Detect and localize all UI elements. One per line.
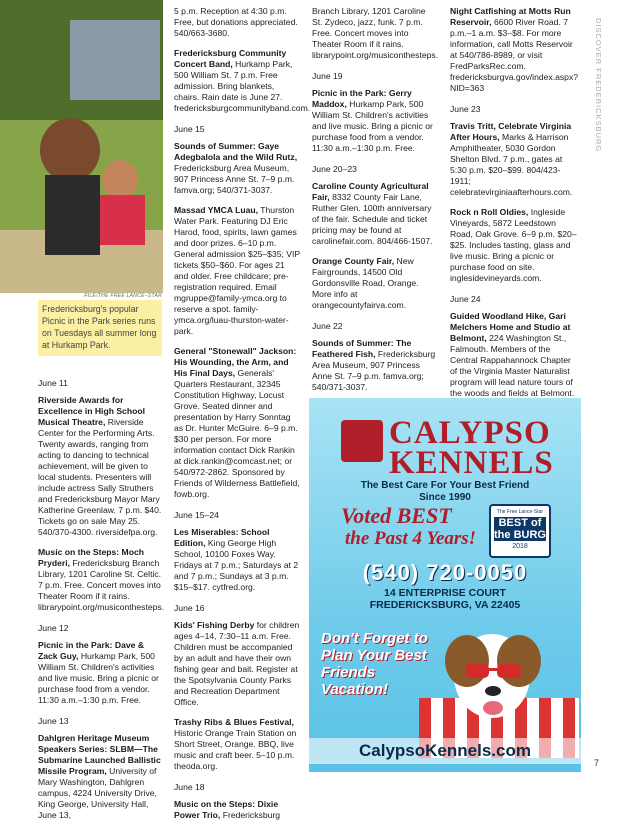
ad-website[interactable]: CalypsoKennels.com: [309, 738, 581, 764]
calypso-kennels-ad[interactable]: [309, 398, 581, 772]
event-title: Riverside Awards for Excellence in High School Musical Theatre,: [38, 395, 145, 427]
event-listing: [38, 733, 162, 821]
event-listing: [174, 48, 311, 114]
ad-brand: CALYPSO KENNELS: [389, 415, 554, 481]
event-date: June 18: [174, 782, 205, 792]
event-title: Guided Woodland Hike, Gari Melchers Home and Studio at Belmont,: [450, 311, 571, 343]
event-listing: [450, 311, 580, 410]
ad-slogan: Don't Forget to Plan Your Best Friends Vacation!: [321, 630, 428, 698]
ad-address-line-2: FREDERICKSBURG, VA 22405: [369, 599, 521, 611]
event-listing: [174, 6, 300, 39]
event-listing: [450, 121, 580, 198]
event-title: General "Stonewall" Jackson: His Wounding, the Arm, and His Final Days,: [174, 346, 297, 378]
event-details: Branch Library, 1201 Caroline St. Zydeco, jazz, funk. 7 p.m. Free. Concert moves into Theater Room if it rains. librarypoint.org/musiconthesteps.: [312, 6, 439, 60]
event-date: June 15–24: [174, 510, 219, 520]
events-column-1: [38, 368, 165, 830]
event-listing: [174, 346, 300, 500]
badge-year: 2018: [512, 543, 528, 550]
ad-voted-best: Voted BEST: [341, 503, 452, 528]
event-listing: [174, 620, 300, 708]
event-listing: [312, 338, 438, 393]
event-title: Picnic in the Park: Gerry Maddox,: [312, 88, 412, 109]
event-details: Fredericksburg: [220, 810, 281, 820]
event-listing: [174, 141, 300, 196]
event-listing: [312, 88, 438, 154]
event-details: Fredericksburg Branch Library, 1201 Caroline St. Celtic. 7 p.m. Free. Concert moves into Theater Room if it rains. librarypoint.org/musiconthesteps.: [38, 558, 165, 612]
event-details: Marks & Harrison Amphitheater, 5030 Gordon Shelton Blvd. 7 p.m., gates at 5:30 p.m. $20–$99. 804/423-1911; celebratevirginiaafterhours.com.: [450, 132, 573, 197]
event-details: Hurkamp Park, 500 William St. 7 p.m. Free admission. Bring blankets, chairs. Rain date is June 27. fredericksburgcommunityband.com.: [174, 59, 311, 113]
section-sidebar-label: [592, 18, 604, 153]
event-details: Hurkamp Park, 500 William St. Children's activities and live music. Bring a picnic or purchase food from a vendor. 11:30 a.m.–1:30 p.m. Free.: [312, 99, 433, 153]
event-details: New Fairgrounds, 14500 Old Gordonsville Road, Orange. More info at orangecountyfairva.com.: [312, 256, 419, 310]
event-details: Hurkamp Park, 500 William St. Children's activities and live music. Bring a picnic or purchase food from a vendor. 11:30 a.m.–1:30 p.m. Free.: [38, 651, 159, 705]
event-details: 6600 River Road. 7 p.m.–1 a.m. $3–$8. For more information, call Motts Reservoir at 540/786-8989, or visit FredParksRec.com. fredericksburgva.gov/index.aspx?NID=363: [450, 17, 579, 93]
best-of-burg-badge: [489, 504, 551, 558]
event-date: June 19: [312, 71, 343, 81]
event-date: June 24: [450, 294, 481, 304]
event-details: Ingleside Vineyards, 5872 Leedstown Road, Oak Grove. 6–9 p.m. $20–$25. Includes tasting, glass and live music. Bring a picnic or purchase food on site. inglesidevineyards.com.: [450, 207, 577, 283]
event-date: June 23: [450, 104, 481, 114]
event-details: Generals' Quarters Restaurant, 32345 Constitution Highway, Locust Grove. Seated dinner and presentation by Harry Sonntag as Dr. Hunter McGuire. 6–9 p.m. $30 per person. For more information contact Dick Rankin at dick.rankin@comcast.net; or 540/972-2862. Sponsored by Friends of Wilderness Battlefield, fowb.org.: [174, 368, 300, 499]
events-column-4: [450, 6, 580, 419]
event-details: Fredericksburg Area Museum, 907 Princess Anne St. 7–9 p.m. famva.org; 540/371-3037.: [174, 163, 295, 195]
kennel-logo-icon: [341, 420, 383, 462]
event-details: for children ages 4–14, 7:30–11 a.m. Free. Children must be accompanied by an adult and have their own fishing gear and bait. Register at the Spotsylvania County Parks and Recreation Department Office.: [174, 620, 300, 707]
event-title: Trashy Ribs & Blues Festival,: [174, 717, 294, 727]
picnic-photo: [0, 0, 163, 293]
event-details: Historic Orange Train Station on Short Street, Orange. BBQ, live music and craft beer. 5–10 p.m. theoda.org.: [174, 728, 297, 771]
ad-past-years: the Past 4 Years!: [345, 528, 477, 549]
event-title: Picnic in the Park: Dave & Zack Guy,: [38, 640, 145, 661]
event-title: Sounds of Summer: Gaye Adegbalola and the Wild Rutz,: [174, 141, 298, 162]
event-details: Riverside Center for the Performing Arts. Twenty awards, ranging from acting to dancing to technical achievement, will be given to local students. Presenters will include actress Sally Struthers and Fredericksburg Mayor Mary Katherine Greenlaw. 7 p.m. $40. Tickets go on sale May 25. 540/370-4300. riversidefpa.org.: [38, 417, 162, 537]
event-title: Sounds of Summer: The Feathered Fish,: [312, 338, 412, 359]
event-title: Travis Tritt, Celebrate Virginia After Hours,: [450, 121, 572, 142]
event-date: June 22: [312, 321, 343, 331]
event-title: Kids' Fishing Derby: [174, 620, 255, 630]
event-listing: [450, 207, 580, 284]
event-details: Thurston Water Park. Featuring DJ Eric Harod, food, spirits, lawn games and door prizes. 6–10 p.m. General admission $25–$35; VIP tickets $50–$60. For ages 21 and older. Free childcare; pre-registration required. Email mgruppe@family-ymca.org to reserve a spot. family-ymca.org/luau-thurston-water-park.: [174, 205, 300, 336]
dog-illustration: [427, 616, 557, 736]
sidebar-label-text: DISCOVER FREDERICKSBURG: [594, 18, 603, 153]
event-date: June 13: [38, 716, 69, 726]
ad-tagline: The Best Care For Your Best Friend: [360, 480, 530, 491]
event-title: Les Miserables: School Edition,: [174, 527, 270, 548]
badge-top-text: The Free Lance-Star: [496, 509, 544, 515]
events-column-2: [174, 6, 311, 830]
event-listing: [174, 527, 300, 593]
event-title: Rock n Roll Oldies,: [450, 207, 529, 217]
event-details: 224 Washington St., Falmouth. Members of the Central Rappahannock Chapter of the Virginia Master Naturalist program will lead nature tours of the woods and fields at Belmont.: [450, 333, 575, 398]
event-listing: [450, 6, 580, 94]
event-listing: [312, 256, 438, 311]
event-listing: [174, 205, 300, 337]
event-details: King George High School, 10100 Foxes Way. Fridays at 7 p.m.; Saturdays at 2 and 7 p.m.; Sundays at 3 p.m. $15–$17. cytfred.org.: [174, 538, 299, 592]
event-date: June 20–23: [312, 164, 357, 174]
event-listing: [312, 181, 438, 247]
event-details: Fredericksburg Area Museum, 907 Princess Anne St. 7–9 p.m. famva.org; 540/371-3037.: [312, 349, 436, 392]
event-details: University of Mary Washington, Dahlgren campus, 4224 University Drive, King George, University Hall, June 13,: [38, 766, 157, 820]
event-date: June 15: [174, 124, 205, 134]
badge-main-text: BEST of the BURG: [494, 517, 546, 541]
photo-caption: Fredericksburg's popular Picnic in the Park series runs on Tuesdays all summer long at Hurkamp Park.: [38, 300, 162, 356]
event-date: June 11: [38, 378, 68, 388]
event-details: 8332 County Fair Lane, Ruther Glen. 100th anniversary of the fair. Schedule and ticket pricing may be found at carolinefair.com. 804/466-1507.: [312, 192, 433, 246]
event-listing: [312, 6, 438, 61]
events-column-3: [312, 6, 438, 402]
event-title: Music on the Steps: Moch Pryderi,: [38, 547, 144, 568]
event-title: Fredericksburg Community Concert Band,: [174, 48, 287, 69]
page-number: 7: [594, 758, 600, 768]
event-title: Music on the Steps: Dixie Power Trio,: [174, 799, 279, 820]
event-listing: [38, 395, 162, 538]
event-date: June 16: [174, 603, 205, 613]
event-listing: [174, 799, 300, 821]
event-listing: [174, 717, 300, 772]
ad-address-line-1: 14 ENTERPRISE COURT: [384, 587, 506, 599]
event-details: 5 p.m. Reception at 4:30 p.m. Free, but donations appreciated. 540/663-3680.: [174, 6, 298, 38]
photo-credit: FILE/THE FREE LANCE–STAR: [84, 293, 162, 299]
event-title: Caroline County Agricultural Fair,: [312, 181, 429, 202]
event-listing: [38, 640, 162, 706]
event-title: Massad YMCA Luau,: [174, 205, 259, 215]
event-title: Night Catfishing at Motts Run Reservoir,: [450, 6, 571, 27]
event-listing: [38, 547, 165, 613]
event-title: Dahlgren Heritage Museum Speakers Series: SLBM—The Submarine Launched Ballistic Missile Program,: [38, 733, 161, 776]
ad-since: Since 1990: [419, 492, 471, 503]
event-title: Orange County Fair,: [312, 256, 395, 266]
event-date: June 12: [38, 623, 69, 633]
ad-phone[interactable]: (540) 720-0050: [362, 560, 528, 585]
